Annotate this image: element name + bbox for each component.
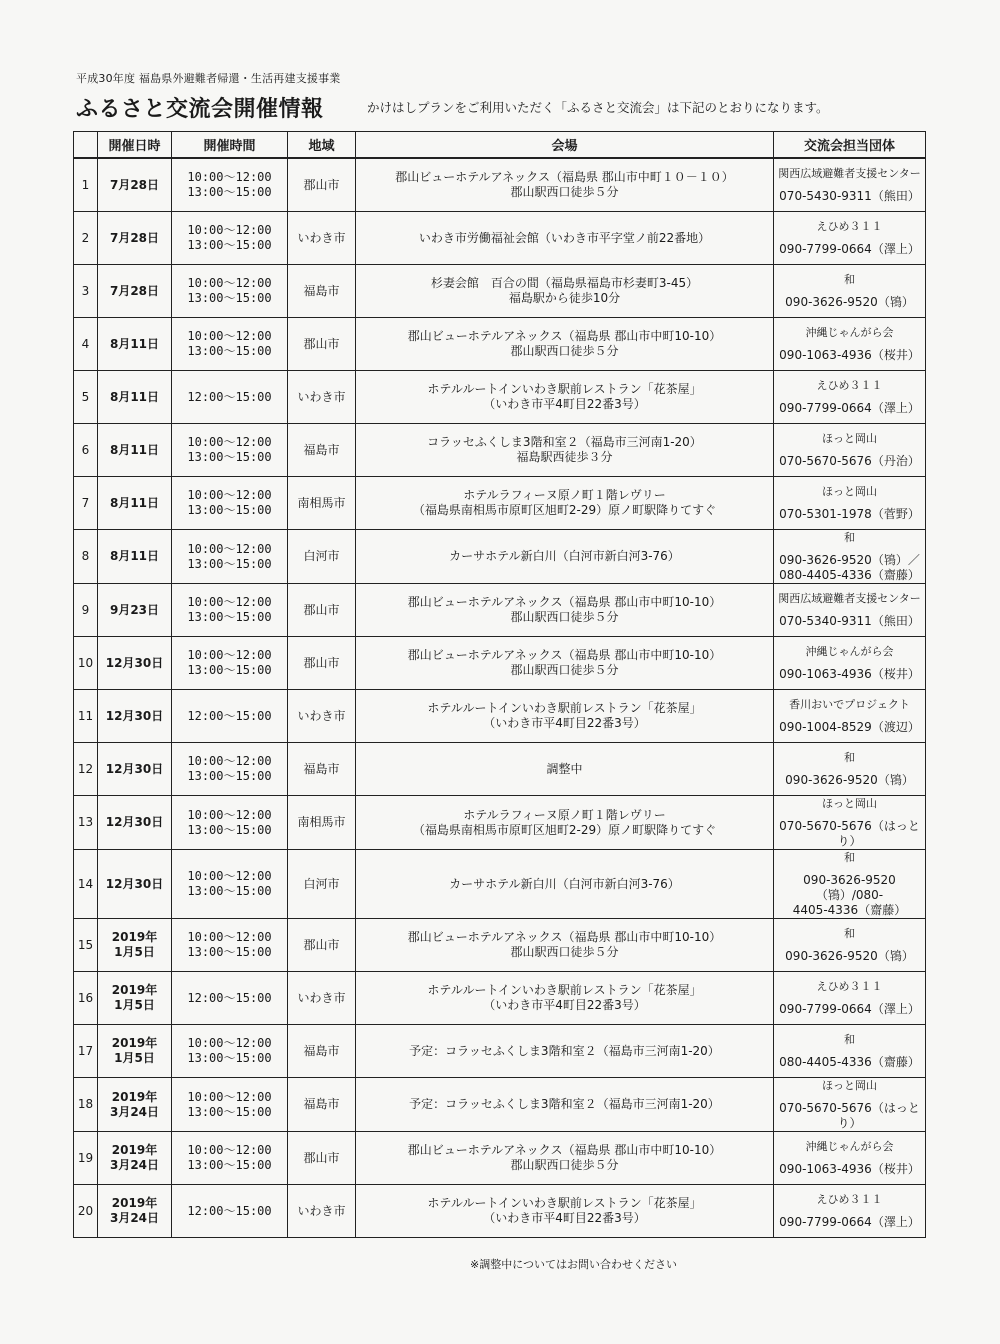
cell-time-text: 10:00～12:00 13:00～15:00: [187, 170, 272, 199]
cell-no: [74, 743, 98, 796]
cell-venue: [356, 371, 774, 424]
cell-region-text: 郡山市: [303, 937, 340, 952]
cell-time: [172, 530, 288, 584]
cell-venue: [356, 919, 774, 972]
cell-venue: [356, 265, 774, 318]
cell-date: [98, 1132, 172, 1185]
cell-region: [288, 637, 356, 690]
table-row: [74, 972, 926, 1025]
cell-date-text: 8月11日: [109, 442, 160, 457]
table-row: [74, 1025, 926, 1078]
cell-region: [288, 1078, 356, 1132]
cell-date-text: 2019年 1月5日: [111, 930, 158, 959]
organizer-name: 沖縄じゃんがら会: [805, 326, 894, 339]
cell-time: [172, 637, 288, 690]
organizer-name: えひめ３１１: [816, 980, 883, 993]
cell-venue: [356, 637, 774, 690]
page-subtitle: 平成30年度 福島県外避難者帰還・生活再建支援事業: [76, 72, 341, 85]
table-row: [74, 1078, 926, 1132]
cell-region: [288, 1132, 356, 1185]
cell-venue-text: カーサホテル新白川（白河市新白河3-76）: [449, 549, 680, 563]
cell-organizer: [774, 158, 926, 212]
cell-date: [98, 850, 172, 919]
cell-no: [74, 1078, 98, 1132]
cell-time: [172, 212, 288, 265]
cell-venue-text: ホテルルートインいわき駅前レストラン「花茶屋」 （いわき市平4町目22番3号）: [427, 382, 702, 411]
table-row: [74, 1185, 926, 1238]
cell-time: [172, 919, 288, 972]
table-row: [74, 265, 926, 318]
cell-organizer: [774, 850, 926, 919]
cell-date: [98, 637, 172, 690]
cell-time-text: 12:00～15:00: [187, 708, 272, 723]
cell-no-text: 20: [77, 1203, 94, 1218]
organizer-name: 和: [844, 531, 855, 544]
intro-text: かけはしプランをご利用いただく「ふるさと交流会」は下記のとおりになります。: [367, 100, 829, 115]
cell-venue: [356, 1185, 774, 1238]
organizer-phone: 090-1063-4936（桜井）: [779, 348, 920, 362]
cell-time: [172, 318, 288, 371]
cell-region-text: 南相馬市: [297, 815, 346, 829]
cell-venue-text: いわき市労働福祉会館（いわき市平字堂ノ前22番地）: [418, 230, 711, 245]
cell-date: [98, 743, 172, 796]
cell-time-text: 10:00～12:00 13:00～15:00: [187, 754, 272, 783]
cell-time-text: 10:00～12:00 13:00～15:00: [187, 435, 272, 464]
cell-organizer: [774, 690, 926, 743]
cell-no: [74, 371, 98, 424]
cell-no-text: 7: [81, 495, 90, 510]
cell-venue-text: ホテルルートインいわき駅前レストラン「花茶屋」 （いわき市平4町目22番3号）: [427, 983, 702, 1012]
cell-venue: [356, 796, 774, 850]
cell-region-text: 白河市: [303, 876, 340, 891]
cell-region: [288, 743, 356, 796]
cell-time: [172, 1078, 288, 1132]
cell-venue: [356, 158, 774, 212]
cell-date: [98, 796, 172, 850]
organizer-phone: 090-3626-9520（鴇）: [785, 949, 914, 963]
cell-venue: [356, 850, 774, 919]
cell-no-text: 9: [81, 602, 90, 617]
cell-no-text: 6: [81, 442, 90, 457]
cell-organizer: [774, 265, 926, 318]
organizer-phone: 090-7799-0664（澤上）: [779, 1215, 920, 1229]
cell-date: [98, 1025, 172, 1078]
cell-region: [288, 796, 356, 850]
cell-region-text: 南相馬市: [297, 495, 346, 510]
cell-venue-text: 郡山ビューホテルアネックス（福島県 郡山市中町10-10） 郡山駅西口徒歩５分: [407, 595, 722, 624]
cell-date: [98, 212, 172, 265]
cell-region-text: いわき市: [297, 230, 346, 245]
cell-no-text: 4: [81, 336, 90, 351]
cell-no-text: 2: [81, 230, 90, 245]
cell-date: [98, 158, 172, 212]
cell-venue-text: 郡山ビューホテルアネックス（福島県 郡山市中町10-10） 郡山駅西口徒歩５分: [407, 648, 722, 677]
cell-venue-text: 杉妻会館 百合の間（福島県福島市杉妻町3-45） 福島駅から徒歩10分: [430, 276, 699, 305]
cell-venue: [356, 318, 774, 371]
cell-region: [288, 850, 356, 919]
table-row: [74, 584, 926, 637]
header-date: 開催日時: [98, 132, 172, 159]
cell-no-text: 12: [77, 761, 94, 776]
organizer-phone: 090-7799-0664（澤上）: [779, 242, 920, 256]
organizer-name: 香川おいでプロジェクト: [789, 698, 910, 711]
cell-organizer: [774, 1132, 926, 1185]
organizer-phone: 070-5670-5676（はっとり）: [779, 1101, 920, 1130]
organizer-name: 和: [844, 851, 855, 864]
cell-region-text: 郡山市: [303, 336, 340, 351]
cell-date: [98, 1185, 172, 1238]
cell-time: [172, 1025, 288, 1078]
cell-time-text: 10:00～12:00 13:00～15:00: [187, 930, 272, 959]
cell-time-text: 10:00～12:00 13:00～15:00: [187, 595, 272, 624]
cell-date-text: 2019年 3月24日: [109, 1196, 160, 1225]
cell-no: [74, 584, 98, 637]
cell-region: [288, 158, 356, 212]
cell-no: [74, 972, 98, 1025]
cell-no: [74, 919, 98, 972]
cell-date-text: 12月30日: [105, 876, 164, 891]
cell-no-text: 15: [77, 937, 94, 952]
header-time: 開催時間: [172, 132, 288, 159]
cell-time: [172, 796, 288, 850]
cell-time-text: 10:00～12:00 13:00～15:00: [187, 1089, 272, 1119]
cell-date-text: 2019年 3月24日: [109, 1143, 160, 1172]
cell-region-text: いわき市: [297, 708, 346, 723]
cell-region-text: 白河市: [303, 549, 340, 563]
cell-organizer: [774, 796, 926, 850]
cell-date-text: 8月11日: [109, 495, 160, 510]
schedule-body: [74, 158, 926, 1238]
cell-venue-text: 調整中: [546, 761, 583, 776]
cell-venue-text: ホテルラフィーヌ原ノ町１階レヴリー （福島県南相馬市原町区旭町2-29）原ノ町駅降りてすぐ: [412, 488, 717, 517]
organizer-name: 和: [844, 927, 855, 940]
cell-region: [288, 530, 356, 584]
cell-time: [172, 371, 288, 424]
cell-time: [172, 158, 288, 212]
cell-organizer: [774, 637, 926, 690]
cell-venue: [356, 530, 774, 584]
organizer-phone: 090-1063-4936（桜井）: [779, 1162, 920, 1176]
cell-region: [288, 477, 356, 530]
cell-date: [98, 530, 172, 584]
cell-date-text: 2019年 3月24日: [109, 1089, 160, 1119]
cell-organizer: [774, 972, 926, 1025]
table-row: [74, 371, 926, 424]
cell-region-text: 福島市: [303, 442, 340, 457]
organizer-phone: 090-3626-9520（鴇）: [785, 295, 914, 309]
cell-organizer: [774, 919, 926, 972]
cell-no: [74, 1185, 98, 1238]
organizer-phone: 090-3626-9520（鴇）: [785, 773, 914, 787]
cell-region: [288, 1025, 356, 1078]
cell-no: [74, 1025, 98, 1078]
cell-no: [74, 1132, 98, 1185]
organizer-name: えひめ３１１: [816, 1193, 883, 1206]
cell-no-text: 8: [81, 549, 90, 563]
cell-venue-text: 郡山ビューホテルアネックス（福島県 郡山市中町10-10） 郡山駅西口徒歩５分: [407, 1143, 722, 1172]
cell-date: [98, 972, 172, 1025]
cell-organizer: [774, 318, 926, 371]
cell-date: [98, 919, 172, 972]
cell-no-text: 5: [81, 389, 90, 404]
cell-venue: [356, 743, 774, 796]
cell-region-text: 福島市: [303, 1043, 340, 1058]
cell-venue: [356, 1025, 774, 1078]
cell-region-text: いわき市: [297, 389, 346, 404]
cell-organizer: [774, 424, 926, 477]
cell-date: [98, 424, 172, 477]
organizer-name: 和: [844, 1033, 855, 1046]
cell-organizer: [774, 743, 926, 796]
cell-no-text: 14: [77, 876, 94, 891]
organizer-name: ほっと岡山: [822, 432, 877, 445]
organizer-phone: 070-5301-1978（菅野）: [779, 507, 920, 521]
organizer-phone: 070-5670-5676（丹治）: [779, 454, 920, 468]
header-venue: 会場: [356, 132, 774, 159]
cell-organizer: [774, 1078, 926, 1132]
organizer-phone: 090-1004-8529（渡辺）: [779, 720, 920, 734]
cell-venue-text: ホテルルートインいわき駅前レストラン「花茶屋」 （いわき市平4町目22番3号）: [427, 701, 702, 730]
cell-no: [74, 637, 98, 690]
cell-time-text: 10:00～12:00 13:00～15:00: [187, 276, 272, 305]
organizer-phone: 090-1063-4936（桜井）: [779, 667, 920, 681]
cell-date-text: 8月11日: [109, 389, 160, 404]
cell-date-text: 2019年 1月5日: [111, 983, 158, 1012]
cell-date: [98, 371, 172, 424]
cell-venue: [356, 212, 774, 265]
cell-date: [98, 584, 172, 637]
table-row: [74, 637, 926, 690]
cell-no-text: 1: [81, 177, 90, 192]
cell-venue-text: コラッセふくしま3階和室２（福島市三河南1-20） 福島駅西徒歩３分: [427, 435, 702, 464]
cell-region: [288, 265, 356, 318]
cell-date-text: 8月11日: [109, 336, 160, 351]
cell-no-text: 10: [77, 655, 94, 670]
cell-no-text: 18: [77, 1097, 94, 1111]
cell-time: [172, 743, 288, 796]
cell-time-text: 10:00～12:00 13:00～15:00: [187, 648, 272, 677]
cell-no: [74, 424, 98, 477]
cell-region-text: 福島市: [303, 283, 340, 298]
cell-region-text: 郡山市: [303, 602, 340, 617]
cell-time-text: 10:00～12:00 13:00～15:00: [187, 1143, 272, 1172]
cell-time: [172, 1132, 288, 1185]
cell-date-text: 12月30日: [105, 815, 164, 829]
cell-venue: [356, 1078, 774, 1132]
organizer-name: えひめ３１１: [816, 220, 883, 233]
cell-no-text: 13: [77, 815, 94, 829]
cell-region-text: いわき市: [297, 1203, 346, 1218]
table-row: [74, 158, 926, 212]
organizer-phone: 070-5340-9311（熊田）: [779, 614, 920, 628]
header-organizer: 交流会担当団体: [774, 132, 926, 159]
organizer-name: ほっと岡山: [822, 1079, 877, 1092]
cell-date: [98, 318, 172, 371]
cell-venue: [356, 1132, 774, 1185]
header-region: 地域: [288, 132, 356, 159]
cell-region-text: いわき市: [297, 990, 346, 1005]
cell-time: [172, 477, 288, 530]
cell-no-text: 3: [81, 283, 90, 298]
cell-time: [172, 972, 288, 1025]
cell-no: [74, 212, 98, 265]
table-row: [74, 1132, 926, 1185]
page-title: ふるさと交流会開催情報: [76, 97, 324, 122]
organizer-name: 関西広域避難者支援センター: [778, 167, 921, 180]
cell-time: [172, 850, 288, 919]
cell-date-text: 9月23日: [109, 602, 160, 617]
cell-date-text: 12月30日: [105, 708, 164, 723]
cell-time: [172, 1185, 288, 1238]
organizer-name: ほっと岡山: [822, 797, 877, 810]
cell-time-text: 10:00～12:00 13:00～15:00: [187, 488, 272, 517]
cell-venue-text: 予定：コラッセふくしま3階和室２（福島市三河南1-20）: [409, 1043, 720, 1058]
table-row: [74, 850, 926, 919]
cell-region: [288, 584, 356, 637]
table-row: [74, 743, 926, 796]
table-row: [74, 796, 926, 850]
cell-region-text: 郡山市: [303, 177, 340, 192]
organizer-name: 和: [844, 273, 855, 286]
organizer-name: 沖縄じゃんがら会: [805, 645, 894, 658]
cell-time-text: 10:00～12:00 13:00～15:00: [187, 223, 272, 252]
cell-no: [74, 477, 98, 530]
cell-time-text: 12:00～15:00: [187, 1203, 272, 1218]
cell-venue-text: 郡山ビューホテルアネックス（福島県 郡山市中町１０－１０） 郡山駅西口徒歩５分: [395, 170, 734, 199]
cell-region: [288, 690, 356, 743]
table-row: [74, 690, 926, 743]
cell-organizer: [774, 530, 926, 584]
cell-no-text: 17: [77, 1043, 94, 1058]
cell-region: [288, 1185, 356, 1238]
organizer-phone: 090-7799-0664（澤上）: [779, 1002, 920, 1016]
cell-time-text: 12:00～15:00: [187, 389, 272, 404]
cell-no-text: 16: [77, 990, 94, 1005]
cell-no: [74, 318, 98, 371]
organizer-name: 関西広域避難者支援センター: [778, 592, 921, 605]
organizer-name: 和: [844, 751, 855, 764]
cell-region: [288, 371, 356, 424]
cell-no: [74, 850, 98, 919]
cell-time-text: 10:00～12:00 13:00～15:00: [187, 1036, 272, 1065]
organizer-phone: 080-4405-4336（齋藤）: [779, 1055, 920, 1069]
cell-date-text: 7月28日: [109, 283, 160, 298]
cell-venue: [356, 584, 774, 637]
table-header-row: [74, 132, 926, 159]
cell-date-text: 12月30日: [105, 655, 164, 670]
cell-organizer: [774, 371, 926, 424]
cell-region-text: 郡山市: [303, 655, 340, 670]
cell-no-text: 19: [77, 1150, 94, 1165]
cell-venue: [356, 424, 774, 477]
cell-region: [288, 919, 356, 972]
cell-organizer: [774, 477, 926, 530]
cell-organizer: [774, 1185, 926, 1238]
cell-time-text: 10:00～12:00 13:00～15:00: [187, 807, 272, 837]
cell-no: [74, 530, 98, 584]
cell-date-text: 7月28日: [109, 177, 160, 192]
cell-time: [172, 584, 288, 637]
table-row: [74, 318, 926, 371]
cell-time: [172, 265, 288, 318]
cell-venue: [356, 972, 774, 1025]
cell-venue-text: ホテルルートインいわき駅前レストラン「花茶屋」 （いわき市平4町目22番3号）: [427, 1196, 702, 1225]
organizer-name: ほっと岡山: [822, 485, 877, 498]
cell-no: [74, 690, 98, 743]
cell-organizer: [774, 584, 926, 637]
cell-region-text: 郡山市: [303, 1150, 340, 1165]
table-row: [74, 212, 926, 265]
schedule-table: [73, 131, 926, 1238]
cell-time-text: 10:00～12:00 13:00～15:00: [187, 541, 272, 571]
cell-region: [288, 424, 356, 477]
cell-time-text: 10:00～12:00 13:00～15:00: [187, 869, 272, 898]
cell-time: [172, 424, 288, 477]
organizer-name: 沖縄じゃんがら会: [805, 1140, 894, 1153]
cell-date-text: 8月11日: [109, 549, 160, 563]
cell-region: [288, 212, 356, 265]
organizer-name: えひめ３１１: [816, 379, 883, 392]
cell-date-text: 2019年 1月5日: [111, 1036, 158, 1065]
header-no: [74, 132, 98, 159]
cell-organizer: [774, 212, 926, 265]
cell-venue: [356, 477, 774, 530]
cell-no: [74, 158, 98, 212]
cell-venue: [356, 690, 774, 743]
organizer-phone: 070-5670-5676（はっとり）: [779, 819, 920, 848]
organizer-phone: 090-3626-9520（鴇）／ 080-4405-4336（齋藤）: [779, 553, 920, 582]
table-row: [74, 919, 926, 972]
cell-date-text: 12月30日: [105, 761, 164, 776]
cell-region-text: 福島市: [303, 761, 340, 776]
cell-venue-text: 郡山ビューホテルアネックス（福島県 郡山市中町10-10） 郡山駅西口徒歩５分: [407, 930, 722, 959]
organizer-phone: 090-3626-9520（鴇）/080- 4405-4336（齋藤）: [792, 873, 907, 917]
footer-note: ※調整中についてはお問い合わせください: [470, 1258, 677, 1271]
cell-no: [74, 265, 98, 318]
table-row: [74, 477, 926, 530]
cell-date: [98, 1078, 172, 1132]
cell-organizer: [774, 1025, 926, 1078]
cell-venue-text: 予定：コラッセふくしま3階和室２（福島市三河南1-20）: [409, 1097, 720, 1111]
table-row: [74, 530, 926, 584]
cell-time: [172, 690, 288, 743]
cell-date: [98, 265, 172, 318]
cell-region: [288, 972, 356, 1025]
table-row: [74, 424, 926, 477]
organizer-phone: 090-7799-0664（澤上）: [779, 401, 920, 415]
cell-no: [74, 796, 98, 850]
cell-no-text: 11: [77, 708, 94, 723]
cell-region-text: 福島市: [303, 1097, 340, 1111]
cell-venue-text: ホテルラフィーヌ原ノ町１階レヴリー （福島県南相馬市原町区旭町2-29）原ノ町駅降りてすぐ: [412, 807, 717, 837]
cell-time-text: 10:00～12:00 13:00～15:00: [187, 329, 272, 358]
cell-region: [288, 318, 356, 371]
cell-venue-text: カーサホテル新白川（白河市新白河3-76）: [449, 876, 680, 891]
cell-date: [98, 477, 172, 530]
cell-date-text: 7月28日: [109, 230, 160, 245]
cell-time-text: 12:00～15:00: [187, 990, 272, 1005]
cell-date: [98, 690, 172, 743]
organizer-phone: 070-5430-9311（熊田）: [779, 189, 920, 203]
cell-venue-text: 郡山ビューホテルアネックス（福島県 郡山市中町10-10） 郡山駅西口徒歩５分: [407, 329, 722, 358]
